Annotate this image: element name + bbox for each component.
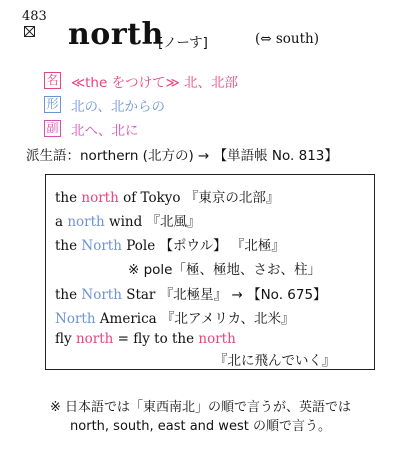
keyword: north xyxy=(75,331,114,347)
keyword: north xyxy=(198,331,236,347)
pos-adverb-badge: 副 xyxy=(44,120,61,137)
example-translation: 『北に飛んでいく』 xyxy=(214,353,336,369)
example-note: ※ pole「極、極地、さお、柱」 xyxy=(128,262,321,278)
checkbox-icon[interactable] xyxy=(24,26,35,37)
definition-adverb: 北へ、北に xyxy=(71,123,139,139)
keyword: North xyxy=(55,311,96,327)
example-line: the North Star 『北極星』 → 【No. 675】 xyxy=(55,287,327,303)
derivative-text: northern (北方の) → 【単語帳 No. 813】 xyxy=(80,148,338,164)
entry-number: 483 xyxy=(22,9,47,24)
derivative-line xyxy=(26,144,338,164)
definition-adjective: 北の、北からの xyxy=(71,99,165,115)
opposite-word: (⇔ south) xyxy=(255,31,320,47)
derivative-label: 派生語： xyxy=(26,148,80,164)
pos-noun-badge: 名 xyxy=(44,72,61,89)
example-line: North America 『北アメリカ、北米』 xyxy=(55,311,295,327)
example-line: the North Pole 【ポウル】 『北極』 xyxy=(55,238,285,254)
definition-noun: ≪the をつけて≫ 北、北部 xyxy=(71,75,239,91)
footnote xyxy=(0,398,401,436)
keyword: north xyxy=(67,214,105,230)
example-line: the north of Tokyo 『東京の北部』 xyxy=(55,190,280,206)
keyword: North xyxy=(81,238,122,254)
footnote-line: north, south, east and west の順で言う。 xyxy=(70,419,331,434)
footnote-line: ※ 日本語では「東西南北」の順で言うが、英語では xyxy=(49,400,352,415)
pronunciation: [ノーす] xyxy=(158,35,208,51)
keyword: North xyxy=(81,287,122,303)
example-line: a north wind 『北風』 xyxy=(55,214,201,230)
pos-adjective-badge: 形 xyxy=(44,96,61,113)
example-line: fly north = fly to the north xyxy=(55,331,236,347)
keyword: north xyxy=(81,190,119,206)
headword: north xyxy=(68,17,164,52)
